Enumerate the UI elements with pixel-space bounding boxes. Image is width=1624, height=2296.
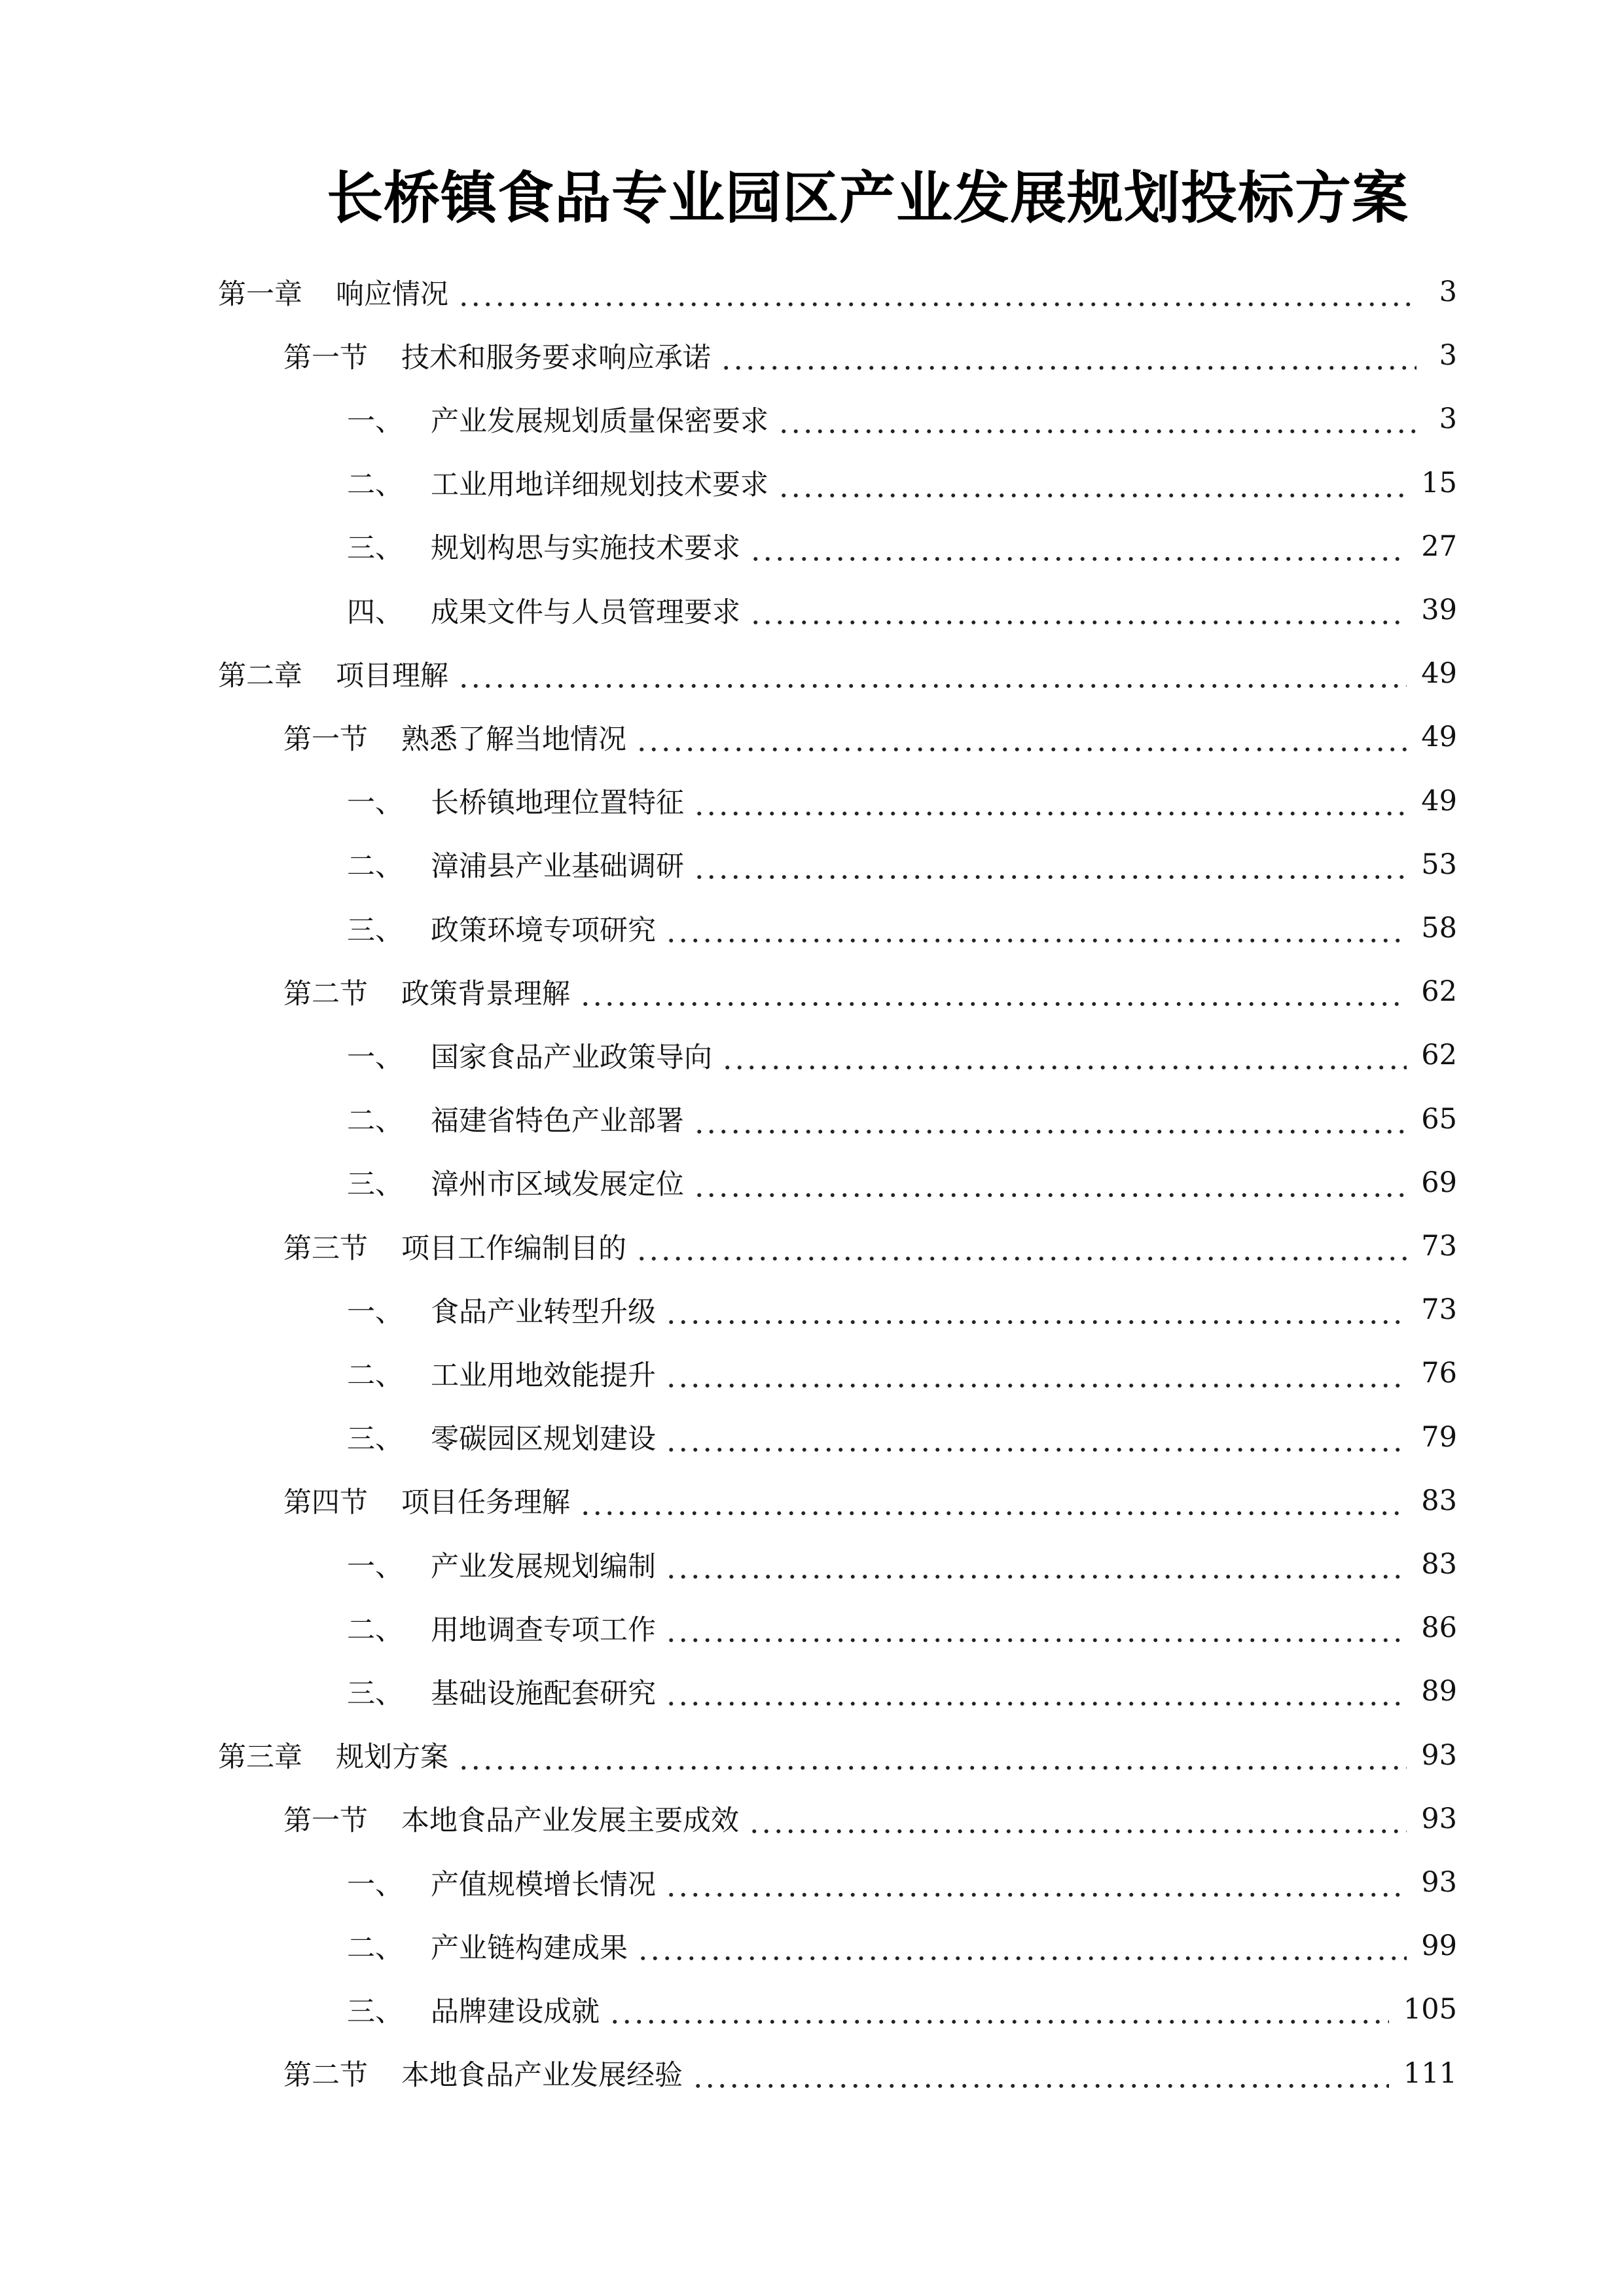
toc-entry-page-number: 53 [1421, 848, 1457, 881]
toc-entry-page-number: 86 [1421, 1611, 1457, 1645]
toc-entry-number: 三、 [347, 532, 403, 565]
toc-entry-number: 一、 [347, 404, 403, 438]
toc-entry-number: 一、 [347, 1295, 403, 1329]
toc-entry-label: 响应情况 [336, 278, 448, 311]
toc-entry-number: 第三节 [283, 1232, 368, 1265]
toc-entry-number: 一、 [347, 787, 403, 820]
toc-dot-leader [665, 1278, 1407, 1341]
toc-entry-label: 规划构思与实施技术要求 [431, 532, 740, 565]
toc-dot-leader [579, 960, 1407, 1023]
toc-dot-leader [665, 897, 1407, 960]
toc-entry[interactable] [347, 1342, 1457, 1405]
toc-entry[interactable] [283, 1469, 1457, 1532]
toc-entry-label: 成果文件与人员管理要求 [431, 596, 740, 629]
toc-entry[interactable] [347, 1406, 1457, 1469]
toc-entry[interactable] [218, 260, 1457, 323]
toc-entry-page-number: 105 [1403, 1993, 1457, 2026]
toc-entry-number: 第二章 [218, 659, 302, 692]
toc-dot-leader [693, 770, 1407, 833]
toc-entry-number: 三、 [347, 1995, 403, 2028]
toc-entry[interactable] [283, 2042, 1457, 2105]
toc-dot-leader [636, 706, 1407, 768]
toc-entry[interactable] [347, 579, 1457, 641]
toc-dot-leader [749, 579, 1407, 641]
toc-entry[interactable] [347, 452, 1457, 514]
toc-entry-label: 规划方案 [336, 1741, 448, 1774]
toc-entry-page-number: 62 [1421, 975, 1457, 1009]
toc-entry[interactable] [347, 387, 1457, 450]
toc-dot-leader [692, 2042, 1389, 2105]
toc-entry-number: 二、 [347, 1931, 403, 1965]
toc-entry-page-number: 3 [1439, 276, 1457, 308]
toc-entry[interactable] [218, 642, 1457, 705]
toc-entry[interactable] [283, 706, 1457, 768]
toc-dot-leader [778, 452, 1407, 514]
toc-entry-page-number: 93 [1421, 1802, 1457, 1835]
toc-entry-number: 二、 [347, 1105, 403, 1138]
toc-entry-number: 第一章 [218, 278, 302, 311]
toc-dot-leader [748, 1787, 1407, 1850]
toc-entry-number: 二、 [347, 850, 403, 884]
toc-dot-leader [665, 1660, 1407, 1723]
toc-entry[interactable] [347, 1914, 1457, 1977]
toc-entry-number: 第二节 [283, 977, 368, 1011]
toc-entry-label: 品牌建设成就 [431, 1995, 600, 2028]
toc-entry-label: 用地调查专项工作 [431, 1613, 656, 1647]
toc-entry-number: 第四节 [283, 1486, 368, 1520]
toc-dot-leader [778, 387, 1416, 450]
toc-entry-page-number: 83 [1421, 1484, 1457, 1517]
toc-entry-page-number: 49 [1421, 784, 1457, 817]
toc-entry-number: 二、 [347, 469, 403, 502]
toc-entry[interactable] [347, 1851, 1457, 1914]
toc-dot-leader [665, 1851, 1407, 1914]
toc-dot-leader [693, 1088, 1407, 1151]
toc-entry-label: 基础设施配套研究 [431, 1677, 656, 1710]
toc-entry-label: 产值规模增长情况 [431, 1868, 656, 1901]
toc-entry-page-number: 15 [1421, 466, 1457, 499]
toc-entry-number: 第一节 [283, 723, 368, 756]
toc-entry-page-number: 83 [1421, 1548, 1457, 1581]
toc-dot-leader [458, 642, 1407, 705]
toc-entry-page-number: 39 [1421, 594, 1457, 626]
toc-entry[interactable] [283, 1215, 1457, 1278]
toc-entry-label: 漳州市区域发展定位 [431, 1168, 684, 1202]
toc-entry-label: 工业用地效能提升 [431, 1359, 656, 1392]
toc-entry-number: 四、 [347, 596, 403, 629]
toc-entry-page-number: 49 [1421, 657, 1457, 691]
toc-entry-label: 工业用地详细规划技术要求 [431, 469, 768, 502]
document-title: 长桥镇食品专业园区产业发展规划投标方案 [327, 165, 1409, 231]
toc-entry-label: 产业发展规划质量保密要求 [431, 404, 768, 438]
toc-entry-page-number: 93 [1421, 1866, 1457, 1899]
toc-entry-page-number: 3 [1439, 403, 1457, 436]
toc-entry-label: 食品产业转型升级 [431, 1295, 656, 1329]
toc-entry-label: 产业发展规划编制 [431, 1550, 656, 1583]
toc-entry-label: 国家食品产业政策导向 [431, 1041, 712, 1074]
toc-entry-number: 三、 [347, 1423, 403, 1456]
toc-dot-leader [665, 1533, 1407, 1596]
toc-entry-number: 第一节 [283, 341, 368, 374]
toc-entry-label: 项目工作编制目的 [401, 1232, 626, 1265]
toc-entry-number: 三、 [347, 1168, 403, 1202]
toc-entry-label: 本地食品产业发展经验 [401, 2059, 683, 2092]
toc-entry-page-number: 62 [1421, 1039, 1457, 1072]
toc-entry-number: 三、 [347, 1677, 403, 1710]
toc-entry-label: 本地食品产业发展主要成效 [401, 1804, 739, 1838]
toc-dot-leader [693, 833, 1407, 896]
toc-entry[interactable] [218, 1724, 1457, 1787]
toc-entry[interactable] [347, 1024, 1457, 1086]
toc-entry-label: 政策背景理解 [401, 977, 570, 1011]
toc-entry[interactable] [347, 1278, 1457, 1341]
toc-entry[interactable] [347, 1533, 1457, 1596]
toc-entry[interactable] [283, 960, 1457, 1023]
toc-dot-leader [720, 324, 1416, 387]
toc-entry-page-number: 99 [1421, 1929, 1457, 1963]
toc-entry-label: 福建省特色产业部署 [431, 1105, 684, 1138]
toc-dot-leader [458, 1724, 1407, 1787]
toc-entry-label: 产业链构建成果 [431, 1931, 628, 1965]
toc-entry[interactable] [347, 1660, 1457, 1723]
toc-entry-page-number: 58 [1421, 912, 1457, 944]
toc-entry-page-number: 73 [1421, 1293, 1457, 1327]
toc-entry[interactable] [347, 1978, 1457, 2041]
toc-dot-leader [665, 1342, 1407, 1405]
toc-entry-number: 一、 [347, 1041, 403, 1074]
toc-dot-leader [693, 1151, 1407, 1214]
toc-entry-number: 一、 [347, 1868, 403, 1901]
toc-entry-label: 项目理解 [336, 659, 448, 692]
toc-entry-number: 一、 [347, 1550, 403, 1583]
toc-entry-number: 第二节 [283, 2059, 368, 2092]
toc-entry-page-number: 93 [1421, 1738, 1457, 1772]
toc-entry-label: 长桥镇地理位置特征 [431, 787, 684, 820]
toc-entry-label: 零碳园区规划建设 [431, 1423, 656, 1456]
toc-dot-leader [721, 1024, 1407, 1086]
toc-entry[interactable] [283, 1787, 1457, 1850]
toc-entry-page-number: 65 [1421, 1102, 1457, 1136]
toc-entry[interactable] [347, 833, 1457, 896]
toc-entry-label: 项目任务理解 [401, 1486, 570, 1520]
toc-dot-leader [579, 1469, 1407, 1532]
toc-dot-leader [665, 1596, 1407, 1659]
toc-entry-number: 二、 [347, 1613, 403, 1647]
toc-dot-leader [636, 1215, 1407, 1278]
toc-entry-page-number: 69 [1421, 1166, 1457, 1199]
toc-entry-number: 第三章 [218, 1741, 302, 1774]
toc-entry-page-number: 79 [1421, 1420, 1457, 1454]
toc-entry-page-number: 3 [1439, 339, 1457, 372]
toc-entry-page-number: 73 [1421, 1230, 1457, 1263]
toc-entry-page-number: 27 [1421, 529, 1457, 563]
toc-entry-label: 技术和服务要求响应承诺 [401, 341, 711, 374]
toc-entry-label: 熟悉了解当地情况 [401, 723, 626, 756]
toc-dot-leader [665, 1406, 1407, 1469]
toc-entry[interactable] [283, 324, 1457, 387]
toc-dot-leader [637, 1914, 1407, 1977]
toc-entry-number: 二、 [347, 1359, 403, 1392]
toc-entry[interactable] [347, 1596, 1457, 1659]
toc-entry[interactable] [347, 1088, 1457, 1151]
toc-entry-label: 政策环境专项研究 [431, 914, 656, 947]
toc-entry-page-number: 49 [1421, 721, 1457, 754]
toc-entry[interactable] [347, 515, 1457, 578]
toc-entry-number: 第一节 [283, 1804, 368, 1838]
toc-entry-page-number: 89 [1421, 1675, 1457, 1708]
toc-entry[interactable] [347, 897, 1457, 960]
toc-dot-leader [609, 1978, 1389, 2041]
toc-dot-leader [458, 260, 1416, 323]
toc-entry-number: 三、 [347, 914, 403, 947]
toc-entry-page-number: 76 [1421, 1357, 1457, 1390]
toc-entry-page-number: 111 [1403, 2056, 1457, 2090]
toc-dot-leader [749, 515, 1407, 578]
toc-entry[interactable] [347, 1151, 1457, 1214]
toc-entry[interactable] [347, 770, 1457, 833]
toc-entry-label: 漳浦县产业基础调研 [431, 850, 684, 884]
